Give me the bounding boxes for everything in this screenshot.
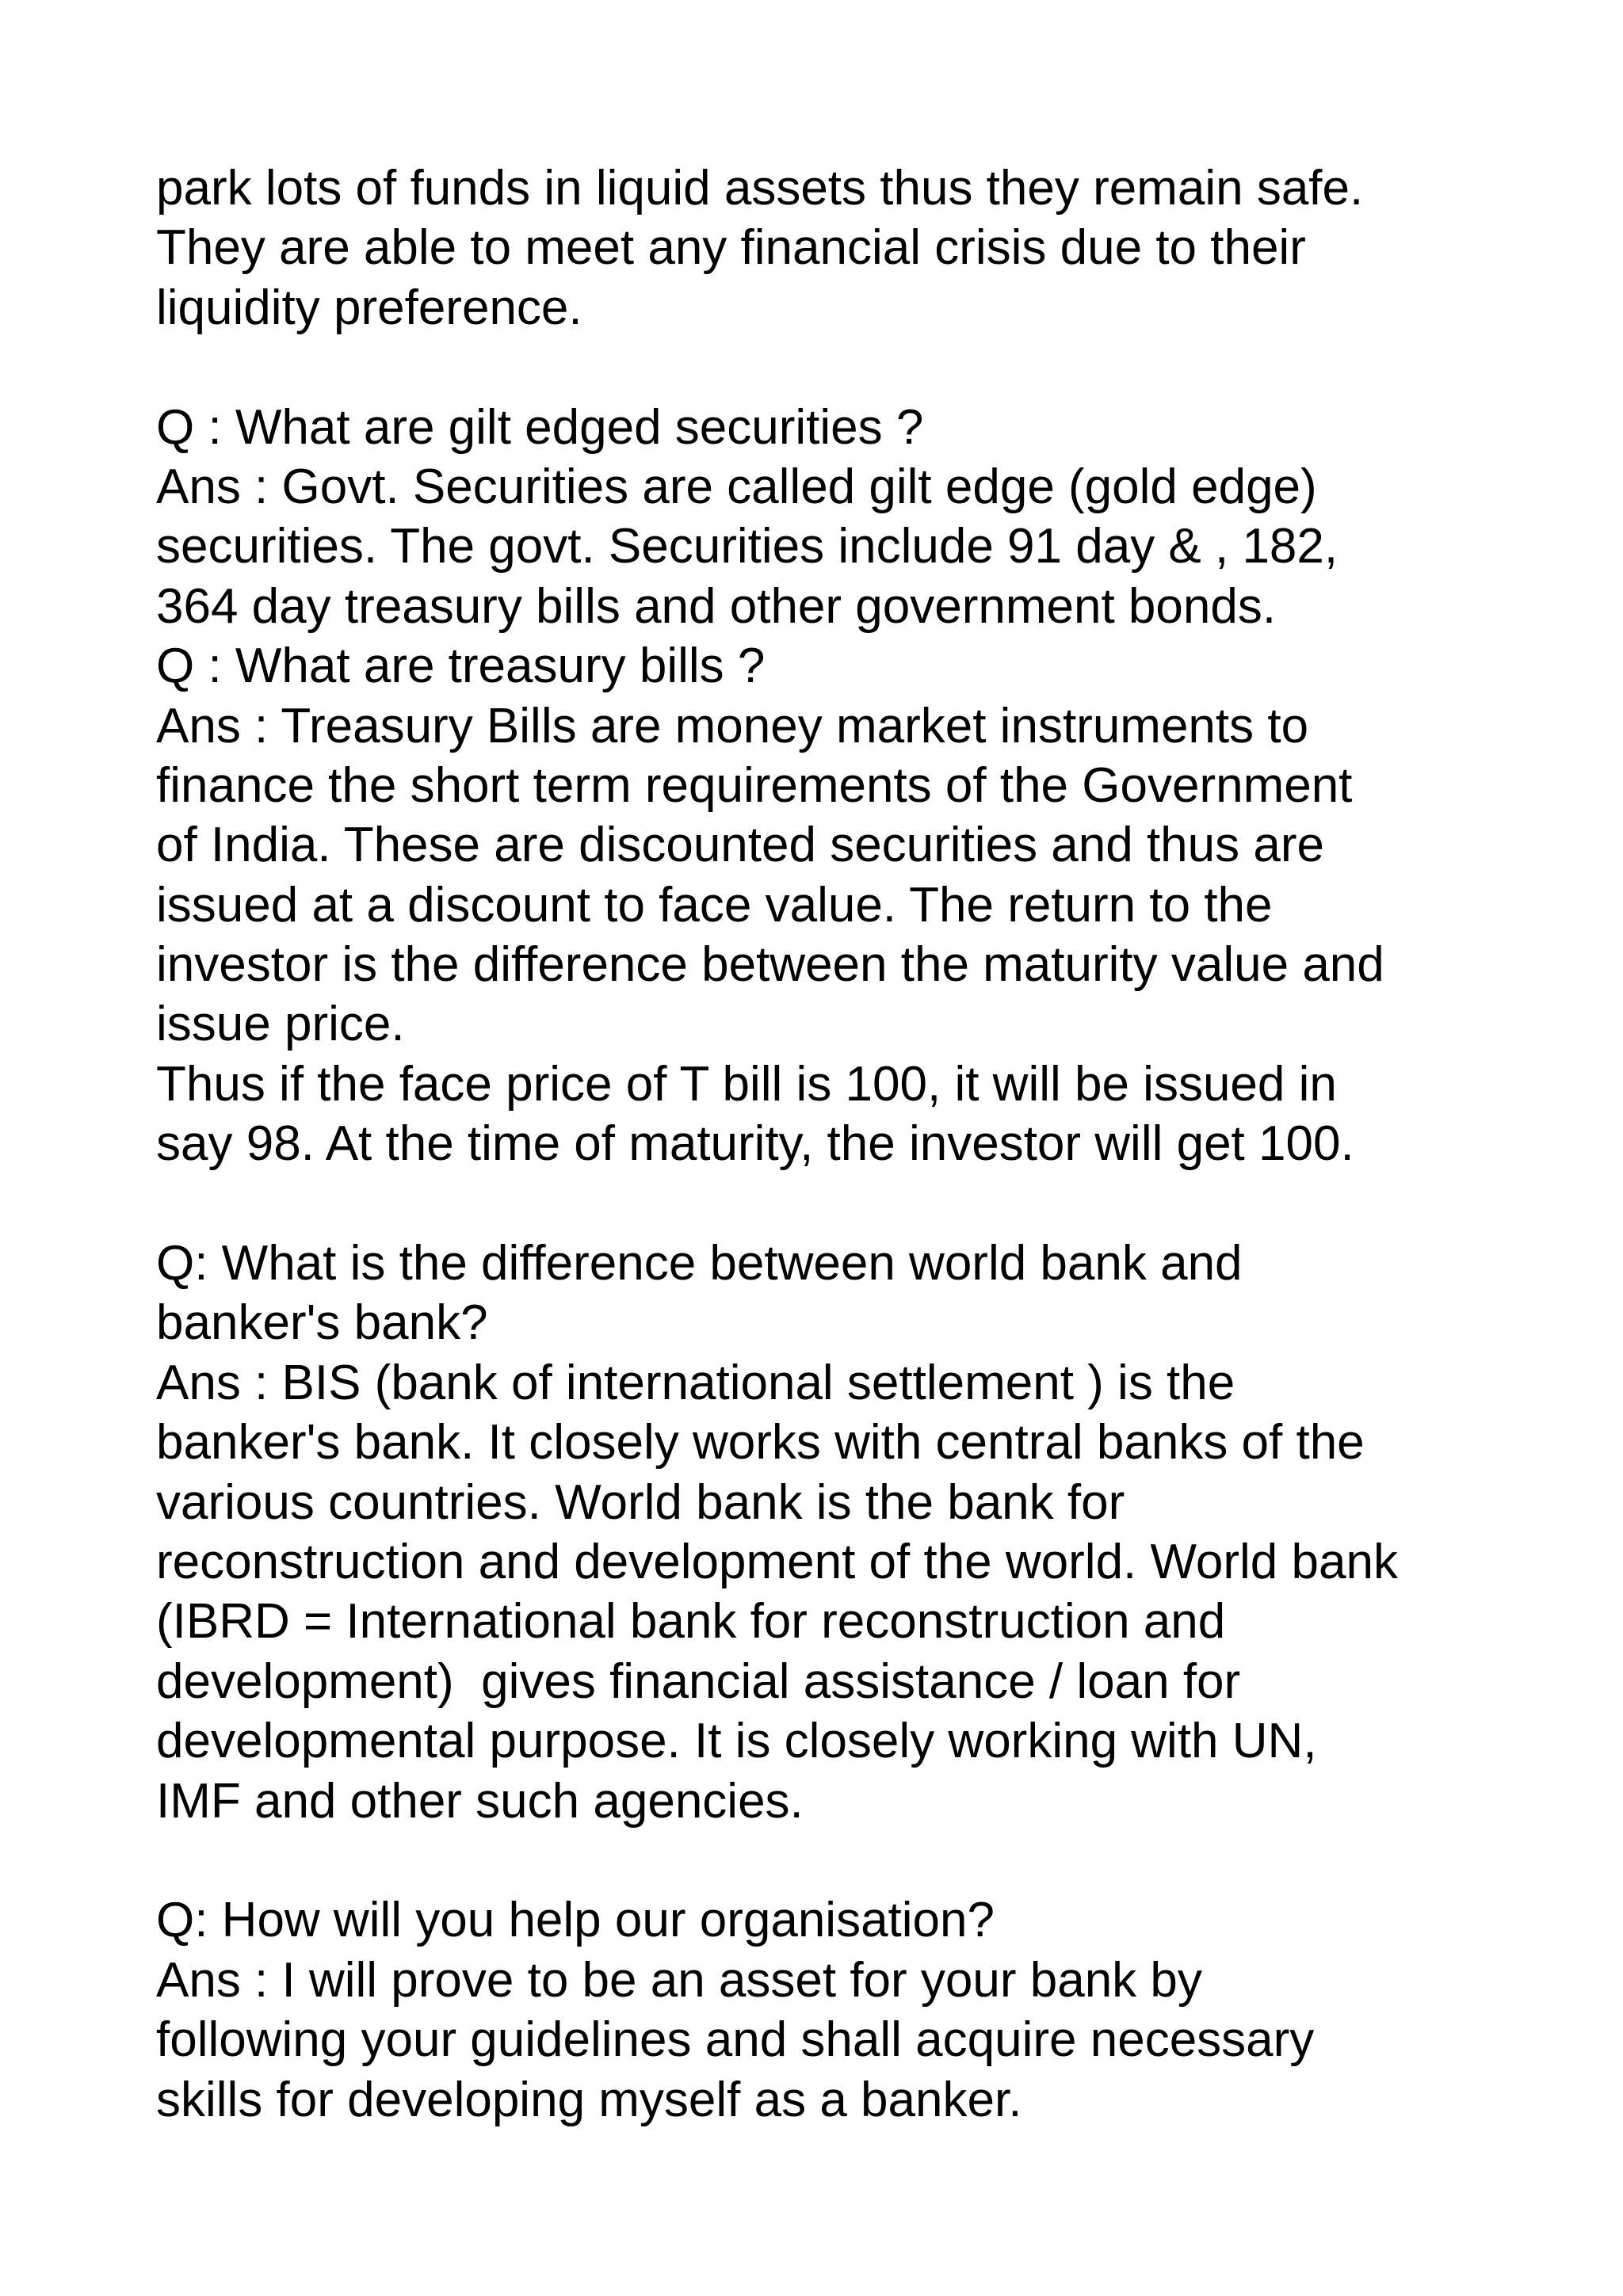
paragraph-spacer: [156, 338, 1583, 397]
answer-line: Thus if the face price of T bill is 100, it will be issued in: [156, 1056, 1337, 1112]
answer-line: development) gives financial assistance / loan for: [156, 1653, 1241, 1709]
paragraph-spacer: [156, 1831, 1583, 1890]
answer-line: issue price.: [156, 997, 405, 1052]
document-text: [156, 158, 1583, 2130]
qa-gilt-securities: [156, 398, 1583, 637]
answer-line: 364 day treasury bills and other government bonds.: [156, 578, 1277, 634]
answer-line: issued at a discount to face value. The return to the: [156, 877, 1273, 933]
answer-line: finance the short term requirements of the Government: [156, 757, 1353, 813]
text-line: liquidity preference.: [156, 280, 582, 335]
answer-line: banker's bank. It closely works with central banks of the: [156, 1415, 1365, 1470]
question-line: Q : What are gilt edged securities ?: [156, 399, 924, 455]
text-line: park lots of funds in liquid assets thus they remain safe.: [156, 161, 1364, 215]
answer-line: developmental purpose. It is closely working with UN,: [156, 1714, 1317, 1769]
answer-line: following your guidelines and shall acquire necessary: [156, 2012, 1315, 2068]
paragraph-spacer: [156, 1174, 1583, 1234]
answer-line: Ans : Govt. Securities are called gilt edge (gold edge): [156, 459, 1317, 514]
answer-line: of India. These are discounted securities and thus are: [156, 818, 1324, 873]
question-line: Q: How will you help our organisation?: [156, 1893, 995, 1948]
text-line: They are able to meet any financial crisis due to their: [156, 220, 1306, 276]
intro-paragraph: [156, 158, 1583, 338]
question-line: Q: What is the difference between world bank and: [156, 1236, 1243, 1291]
qa-help-organisation: [156, 1890, 1583, 2130]
answer-line: reconstruction and development of the world. World bank: [156, 1534, 1398, 1589]
question-line: Q : What are treasury bills ?: [156, 639, 766, 694]
answer-line: say 98. At the time of maturity, the investor will get 100.: [156, 1116, 1354, 1172]
answer-line: various countries. World bank is the bank for: [156, 1474, 1125, 1530]
answer-line: Ans : BIS (bank of international settlement ) is the: [156, 1355, 1235, 1410]
qa-treasury-bills: [156, 636, 1583, 1174]
answer-line: securities. The govt. Securities include 91 day & , 182,: [156, 519, 1338, 574]
answer-line: investor is the difference between the maturity value and: [156, 937, 1384, 993]
answer-line: skills for developing myself as a banker.: [156, 2072, 1022, 2127]
qa-world-bank: [156, 1234, 1583, 1831]
answer-line: IMF and other such agencies.: [156, 1773, 804, 1829]
answer-line: Ans : I will prove to be an asset for your bank by: [156, 1952, 1202, 2008]
answer-line: Ans : Treasury Bills are money market instruments to: [156, 698, 1309, 753]
answer-line: (IBRD = International bank for reconstruction and: [156, 1594, 1226, 1650]
question-line: banker's bank?: [156, 1295, 488, 1351]
